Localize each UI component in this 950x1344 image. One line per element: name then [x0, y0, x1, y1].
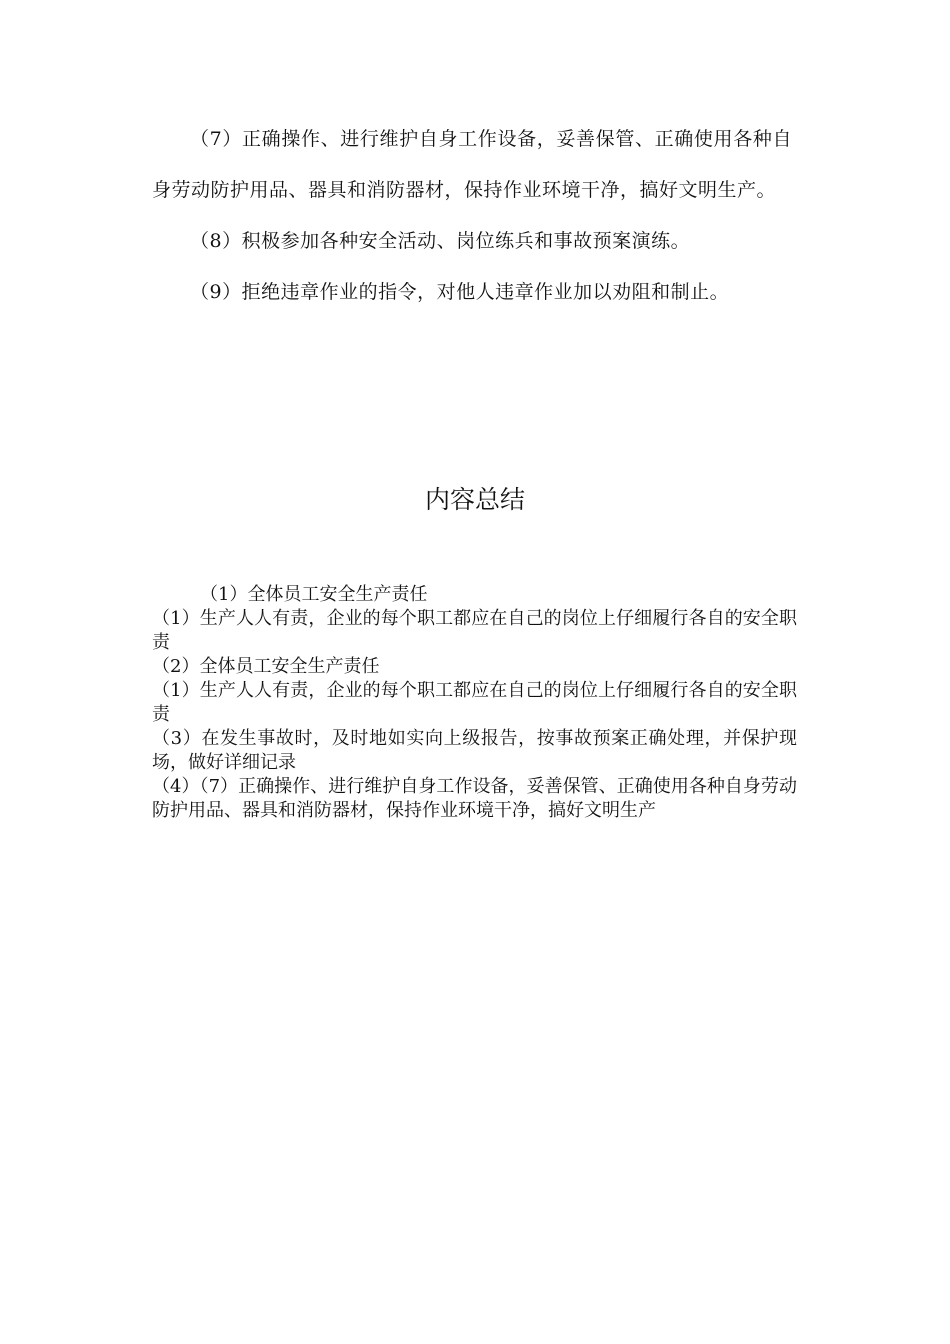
summary-item: （1）生产人人有责，企业的每个职工都应在自己的岗位上仔细履行各自的安全职责	[152, 680, 797, 725]
summary-title: 内容总结	[424, 485, 525, 514]
summary-item: （3）在发生事故时，及时地如实向上级报告，按事故预案正确处理，并保护现场，做好详细记录	[152, 728, 797, 773]
body-section	[152, 114, 792, 318]
summary-item: （4）（7）正确操作、进行维护自身工作设备，妥善保管、正确使用各种自身劳动防护用品、器具和消防器材，保持作业环境干净，搞好文明生产	[152, 776, 797, 821]
summary-section	[152, 583, 797, 823]
body-paragraph-7: （7）正确操作、进行维护自身工作设备，妥善保管、正确使用各种自身劳动防护用品、器具和消防器材，保持作业环境干净，搞好文明生产。	[152, 128, 792, 201]
summary-item: （2）全体员工安全生产责任	[152, 656, 380, 677]
summary-heading: （1）全体员工安全生产责任	[200, 584, 428, 605]
body-paragraph-8: （8）积极参加各种安全活动、岗位练兵和事故预案演练。	[190, 230, 691, 252]
summary-item: （1）生产人人有责，企业的每个职工都应在自己的岗位上仔细履行各自的安全职责	[152, 608, 797, 653]
body-paragraph-9: （9）拒绝违章作业的指令，对他人违章作业加以劝阻和制止。	[190, 281, 730, 303]
